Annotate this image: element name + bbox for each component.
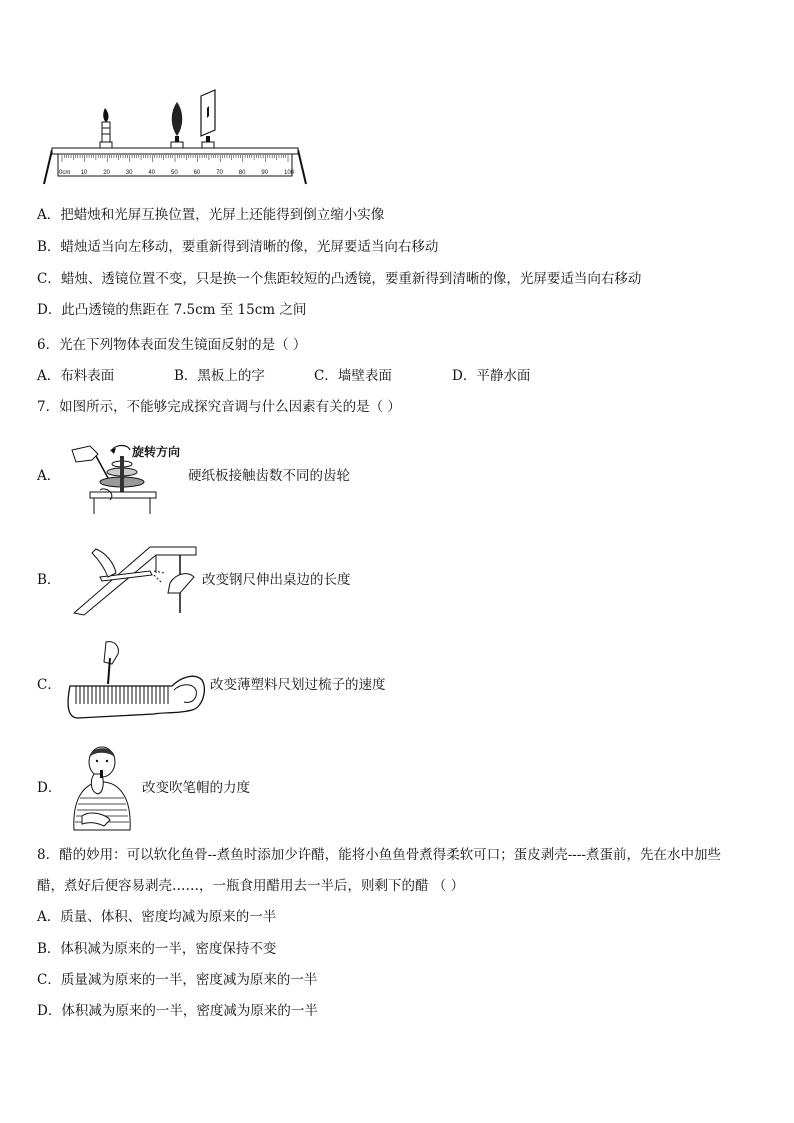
q6-option-c[interactable]: C．墙壁表面 <box>314 368 392 384</box>
q7-option-a-label[interactable]: A． <box>37 468 61 484</box>
q7-option-b-caption: 改变钢尺伸出桌边的长度 <box>202 572 351 588</box>
q5-option-d[interactable]: D．此凸透镜的焦距在 7.5cm 至 15cm 之间 <box>37 302 307 318</box>
optical-bench-figure <box>40 86 310 186</box>
scale-tick-label: 70 <box>216 170 223 176</box>
q7-option-b-label[interactable]: B． <box>37 572 61 588</box>
scale-tick-label: 100 <box>284 170 295 176</box>
q7-stem: 7．如图所示，不能够完成探究音调与什么因素有关的是（ ） <box>37 399 401 415</box>
scale-tick-label: 30 <box>125 170 133 176</box>
scale-tick-label: 50 <box>171 170 178 176</box>
q8-stem-line1: 8．醋的妙用：可以软化鱼骨--煮鱼时添加少许醋，能将小鱼鱼骨煮得柔软可口；蛋皮剥壳----煮蛋前，先在水中加些 <box>37 847 721 863</box>
q8-stem-line2: 醋，煮好后便容易剥壳……，一瓶食用醋用去一半后，则剩下的醋 （ ） <box>37 878 465 894</box>
q7-option-a-caption: 硬纸板接触齿数不同的齿轮 <box>188 468 350 484</box>
q6-stem: 6．光在下列物体表面发生镜面反射的是（ ） <box>37 337 307 353</box>
boy-blowing-pen-cap-figure <box>60 740 140 832</box>
q8-option-b[interactable]: B．体积减为原来的一半，密度保持不变 <box>37 941 277 957</box>
scale-tick-label: 20 <box>103 170 110 176</box>
convex-lens <box>171 102 183 150</box>
scale-tick-label: 10 <box>80 170 88 176</box>
comb-figure <box>62 638 208 724</box>
light-screen <box>201 90 215 150</box>
q6-option-d[interactable]: D．平静水面 <box>452 368 531 384</box>
gear-card-figure <box>70 438 180 518</box>
q7-option-c-caption: 改变薄塑料尺划过梳子的速度 <box>210 677 386 693</box>
q6-option-b[interactable]: B．黑板上的字 <box>174 368 265 384</box>
q5-option-c[interactable]: C．蜡烛、透镜位置不变，只是换一个焦距较短的凸透镜，要重新得到清晰的像，光屏要适当向右移动 <box>37 271 642 287</box>
candle <box>100 108 112 150</box>
scale-tick-label: 60 <box>193 170 201 176</box>
scale-unit-label: 0cm <box>59 170 71 176</box>
q8-option-c[interactable]: C．质量减为原来的一半，密度减为原来的一半 <box>37 972 318 988</box>
q7-option-d-caption: 改变吹笔帽的力度 <box>142 780 250 796</box>
q8-option-d[interactable]: D．体积减为原来的一半，密度减为原来的一半 <box>37 1003 318 1019</box>
scale-tick-label: 80 <box>238 170 246 176</box>
q5-option-a[interactable]: A．把蜡烛和光屏互换位置，光屏上还能得到倒立缩小实像 <box>37 207 385 223</box>
q6-option-a[interactable]: A．布料表面 <box>37 368 115 384</box>
scale-tick-label: 40 <box>148 170 156 176</box>
q8-option-a[interactable]: A．质量、体积、密度均减为原来的一半 <box>37 909 277 925</box>
q5-option-b[interactable]: B．蜡烛适当向左移动，要重新得到清晰的像，光屏要适当向右移动 <box>37 239 439 255</box>
steel-ruler-figure <box>70 543 200 615</box>
scale-tick-label: 90 <box>261 170 269 176</box>
q7-option-c-label[interactable]: C． <box>37 677 61 693</box>
rotation-direction-text: 旋转方向 <box>132 445 181 459</box>
q7-option-d-label[interactable]: D． <box>37 780 62 796</box>
